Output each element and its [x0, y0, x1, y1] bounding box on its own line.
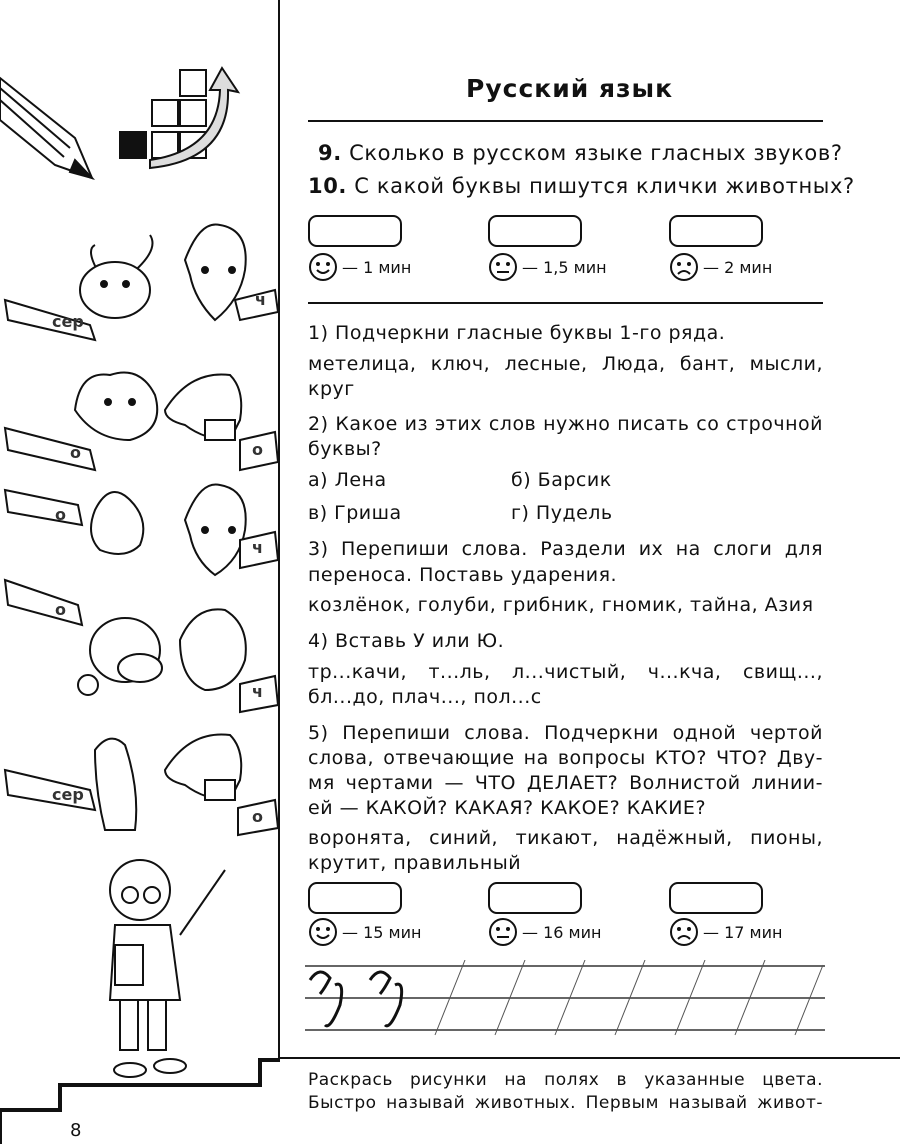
timing-fast [308, 252, 411, 282]
task-4: 4) Вставь У или Ю. [308, 630, 505, 652]
timing-slow [669, 917, 782, 947]
question-10 [308, 174, 855, 198]
crayon-tag-label: ч [255, 290, 266, 309]
neutral-face-icon [488, 252, 518, 282]
smile-icon [308, 252, 338, 282]
giraffe-head-icon [165, 374, 241, 440]
cow-head-icon [78, 618, 162, 695]
sad-face-icon [669, 252, 699, 282]
crayon-tag-label: о [252, 440, 263, 459]
question-number: 9. [318, 141, 342, 165]
cursive-writing-lines [305, 960, 825, 1040]
task-3-words: козлёнок, голуби, грибник, гномик, тайна, Азия [308, 594, 814, 616]
option-d: г) Пудель [511, 502, 613, 524]
giraffe2-head-icon [165, 734, 241, 800]
cursive-letter-sample [310, 972, 402, 1026]
task-4-words: тр...качи, т...ль, л...чистый, ч...кча, свищ..., [308, 661, 823, 683]
crayon-tag-label: о [252, 807, 263, 826]
answer-box[interactable] [669, 882, 763, 914]
timing-slow [669, 252, 772, 282]
question-text: С какой буквы пишутся клички животных? [354, 174, 855, 198]
goat2-head-icon [185, 484, 246, 575]
task-3: 3) Перепиши слова. Раздели их на слоги для [308, 538, 823, 560]
task-5-cont-2: мя чертами — ЧТО ДЕЛАЕТ? Волнистой линии- [308, 772, 823, 794]
question-number: 10. [308, 174, 348, 198]
crayon-tag-3 [5, 428, 95, 470]
timing-label: — 1,5 мин [522, 257, 607, 277]
task-5-cont-3: ей — КАКОЙ? КАКАЯ? КАКОЕ? КАКИЕ? [308, 797, 707, 819]
question-text: Сколько в русском языке гласных звуков? [349, 141, 843, 165]
option-a: а) Лена [308, 469, 387, 491]
hare-head-icon [80, 235, 153, 318]
task-5: 5) Перепиши слова. Подчеркни одной чертой [308, 722, 823, 744]
crayon-tag-label: ч [252, 682, 263, 701]
wolf-head-icon [75, 373, 157, 441]
sad-face-icon [669, 917, 699, 947]
task-5-words: воронята, синий, тикают, надёжный, пионы, [308, 827, 823, 849]
timing-label: — 17 мин [703, 922, 783, 942]
page-title: Русский язык [466, 74, 674, 103]
timing-label: — 2 мин [703, 257, 773, 277]
timing-medium [488, 917, 601, 947]
crayon-tag-label: ч [252, 538, 263, 557]
crayon-tag-5 [5, 490, 82, 525]
margin-divider [278, 0, 280, 1060]
crayon-tag-label: о [55, 505, 66, 524]
answer-box[interactable] [488, 882, 582, 914]
boy-teacher-icon [110, 860, 225, 1077]
option-b: б) Барсик [511, 469, 612, 491]
task-1-words-cont: круг [308, 378, 355, 400]
margin-illustrations [0, 0, 280, 1144]
timing-label: — 1 мин [342, 257, 412, 277]
task-4-words-cont: бл...до, плач..., пол...с [308, 686, 542, 708]
answer-box[interactable] [669, 215, 763, 247]
neutral-face-icon [488, 917, 518, 947]
pencil-icon [0, 78, 92, 178]
footer-instruction: Раскрась рисунки на полях в указанные цвета. [308, 1070, 823, 1090]
crayon-tag-7 [5, 580, 82, 625]
timing-fast [308, 917, 421, 947]
option-c: в) Гриша [308, 502, 402, 524]
crayon-tag-label: о [70, 443, 81, 462]
crayon-tag-label: сер [52, 785, 84, 804]
task-3-cont: переноса. Поставь ударения. [308, 564, 618, 586]
crayon-tag-label: сер [52, 312, 84, 331]
dog-head-icon [180, 609, 246, 690]
answer-box[interactable] [308, 215, 402, 247]
timing-medium [488, 252, 607, 282]
smile-icon [308, 917, 338, 947]
task-1-words: метелица, ключ, лесные, Люда, бант, мысли, [308, 353, 823, 375]
task-2: 2) Какое из этих слов нужно писать со строчной [308, 413, 823, 435]
task-2-cont: буквы? [308, 438, 382, 460]
ostrich-head-icon [95, 739, 136, 830]
divider-footer [280, 1057, 900, 1059]
timing-label: — 16 мин [522, 922, 602, 942]
divider-mid [308, 302, 823, 304]
rooster-head-icon [91, 492, 143, 554]
divider-top [308, 120, 823, 122]
answer-box[interactable] [308, 882, 402, 914]
crayon-tag-label: о [55, 600, 66, 619]
task-5-words-cont: крутит, правильный [308, 852, 522, 874]
stairs-cubes-icon [120, 68, 238, 168]
task-5-cont-1: слова, отвечающие на вопросы КТО? ЧТО? Дву- [308, 747, 823, 769]
answer-box[interactable] [488, 215, 582, 247]
timing-label: — 15 мин [342, 922, 422, 942]
footer-instruction-cont: Быстро называй животных. Первым называй живот- [308, 1093, 823, 1113]
question-9 [318, 141, 843, 165]
task-1: 1) Подчеркни гласные буквы 1-го ряда. [308, 322, 726, 344]
page-number: 8 [70, 1120, 82, 1141]
